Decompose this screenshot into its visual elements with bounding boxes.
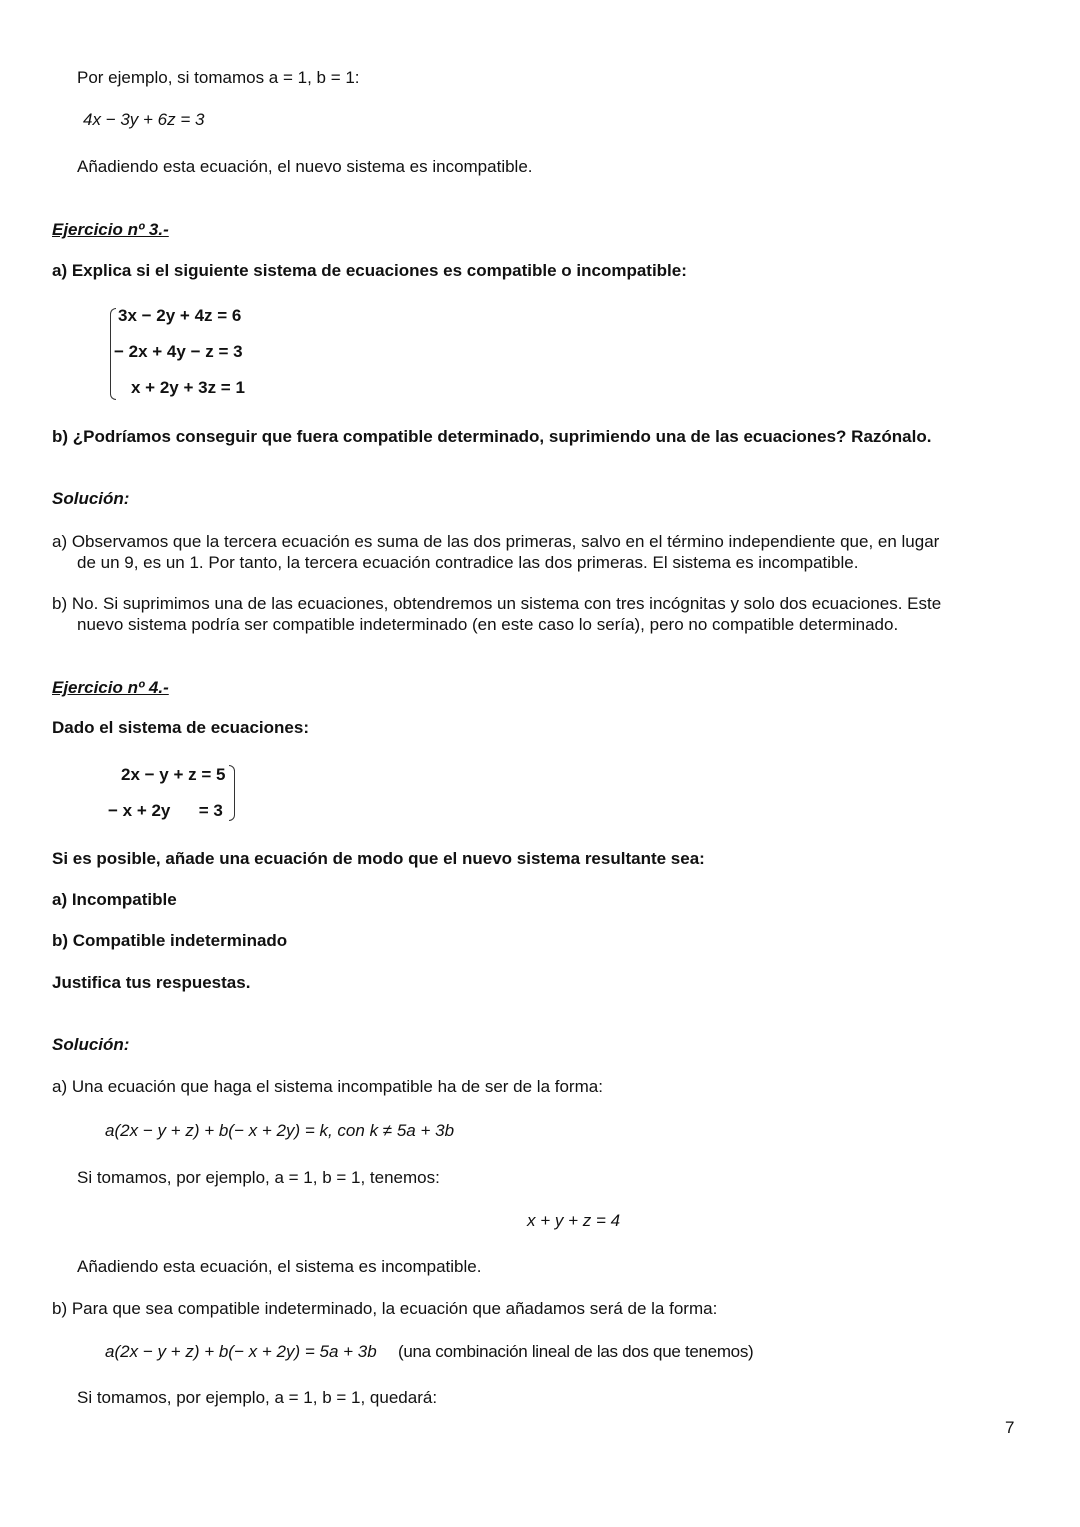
- equation: a(2x − y + z) + b(− x + 2y) = k, con k ≠ 5a + 3b: [105, 1121, 455, 1140]
- equation: a(2x − y + z) + b(− x + 2y) = 5a + 3b: [105, 1342, 377, 1361]
- text: Justifica tus respuestas.: [52, 973, 251, 992]
- text: Por ejemplo, si tomamos a = 1, b = 1:: [77, 68, 360, 87]
- text: nuevo sistema podría ser compatible indeterminado (en este caso lo sería), pero no compatible determinado.: [77, 615, 899, 634]
- equation: 2x − y + z = 5: [121, 765, 226, 784]
- equation: − x + 2y = 3: [108, 801, 223, 820]
- text: b) Para que sea compatible indeterminado, la ecuación que añadamos será de la forma:: [52, 1299, 718, 1318]
- text: a) Una ecuación que haga el sistema incompatible ha de ser de la forma:: [52, 1077, 603, 1096]
- equation: 3x − 2y + 4z = 6: [118, 306, 242, 325]
- equation: 4x − 3y + 6z = 3: [83, 110, 205, 129]
- exercise-3-heading: Ejercicio nº 3.-: [52, 220, 169, 239]
- text: b) Compatible indeterminado: [52, 931, 288, 950]
- text: Dado el sistema de ecuaciones:: [52, 718, 309, 737]
- solution-heading: Solución:: [52, 489, 130, 508]
- brace: [229, 765, 235, 821]
- question-a: a) Explica si el siguiente sistema de ecuaciones es compatible o incompatible:: [52, 261, 687, 280]
- text: Si tomamos, por ejemplo, a = 1, b = 1, tenemos:: [77, 1168, 440, 1187]
- question-b: b) ¿Podríamos conseguir que fuera compatible determinado, suprimiendo una de las ecuaciones? Razónalo.: [52, 427, 932, 446]
- text: de un 9, es un 1. Por tanto, la tercera ecuación contradice las dos primeras. El sistema es incompatible.: [77, 553, 859, 572]
- equation: − 2x + 4y − z = 3: [114, 342, 243, 361]
- text: b) No. Si suprimimos una de las ecuaciones, obtendremos un sistema con tres incógnitas y solo dos ecuaciones. Este: [52, 594, 942, 613]
- text: a) Incompatible: [52, 890, 177, 909]
- solution-heading: Solución:: [52, 1035, 130, 1054]
- text: Si tomamos, por ejemplo, a = 1, b = 1, quedará:: [77, 1388, 438, 1407]
- equation: x + y + z = 4: [527, 1211, 621, 1230]
- text: (una combinación lineal de las dos que tenemos): [398, 1342, 754, 1361]
- text: Añadiendo esta ecuación, el nuevo sistema es incompatible.: [77, 157, 533, 176]
- exercise-4-heading: Ejercicio nº 4.-: [52, 678, 169, 697]
- text: Si es posible, añade una ecuación de modo que el nuevo sistema resultante sea:: [52, 849, 705, 868]
- text: a) Observamos que la tercera ecuación es suma de las dos primeras, salvo en el término independiente que, en lugar: [52, 532, 940, 551]
- equation: x + 2y + 3z = 1: [131, 378, 245, 397]
- text: Añadiendo esta ecuación, el sistema es incompatible.: [77, 1257, 482, 1276]
- page-number: 7: [1005, 1418, 1015, 1437]
